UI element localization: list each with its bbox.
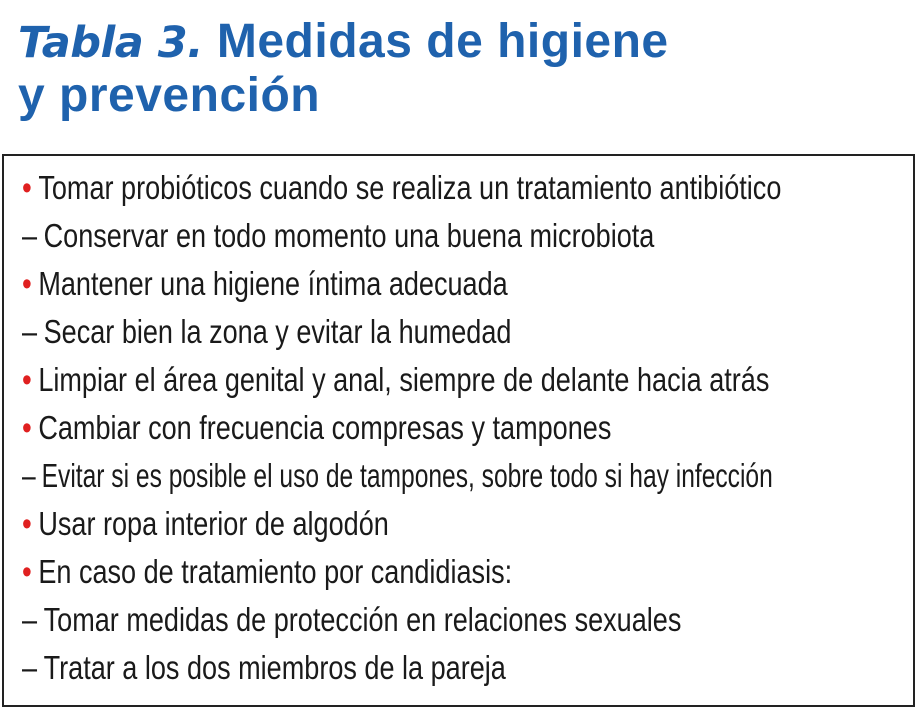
list-item-bullet xyxy=(22,358,770,406)
title-line-1 xyxy=(18,15,908,68)
list-item-dash xyxy=(22,646,752,694)
list-item-text: Tratar a los dos miembros de la pareja xyxy=(43,649,506,686)
list-item-text: Cambiar con frecuencia compresas y tampones xyxy=(38,409,612,446)
title-text-line-2: y prevención xyxy=(18,69,321,122)
dash-icon: – xyxy=(22,313,38,350)
list-item-bullet xyxy=(22,262,752,310)
list-item-text: Conservar en todo momento una buena microbiota xyxy=(43,217,655,254)
bullet-icon: • xyxy=(22,553,32,591)
title-text-line-1: Medidas de higiene xyxy=(216,15,669,68)
bullet-icon: • xyxy=(22,361,32,399)
table-number-label: Tabla 3. xyxy=(18,18,204,68)
bullet-icon: • xyxy=(22,265,32,303)
list-item-text: Usar ropa interior de algodón xyxy=(38,505,389,542)
list-item-text: Mantener una higiene íntima adecuada xyxy=(38,265,508,302)
list-item-text: Tomar medidas de protección en relaciones sexuales xyxy=(43,601,682,638)
dash-icon: – xyxy=(22,649,38,686)
list-item-text: Tomar probióticos cuando se realiza un tratamiento antibiótico xyxy=(38,169,782,206)
bullet-icon: • xyxy=(22,505,32,543)
list-item-text: Secar bien la zona y evitar la humedad xyxy=(43,313,512,350)
table-title xyxy=(18,15,908,122)
list-item-bullet xyxy=(22,502,752,550)
bullet-icon: • xyxy=(22,169,32,207)
list-item-dash xyxy=(22,310,752,358)
dash-icon: – xyxy=(22,217,38,254)
measures-list xyxy=(22,166,912,694)
list-item-bullet xyxy=(22,406,752,454)
list-item-text: Evitar si es posible el uso de tampones, sobre todo si hay infección xyxy=(41,457,773,494)
list-item-dash xyxy=(22,214,752,262)
list-item-bullet xyxy=(22,550,752,598)
list-item-text: En caso de tratamiento por candidiasis: xyxy=(38,553,513,590)
bullet-icon: • xyxy=(22,409,32,447)
list-item-bullet xyxy=(22,166,782,214)
dash-icon: – xyxy=(22,457,36,494)
list-item-text: Limpiar el área genital y anal, siempre de delante hacia atrás xyxy=(38,361,770,398)
dash-icon: – xyxy=(22,601,38,638)
list-item-dash xyxy=(22,598,752,646)
list-item-dash xyxy=(22,454,773,502)
